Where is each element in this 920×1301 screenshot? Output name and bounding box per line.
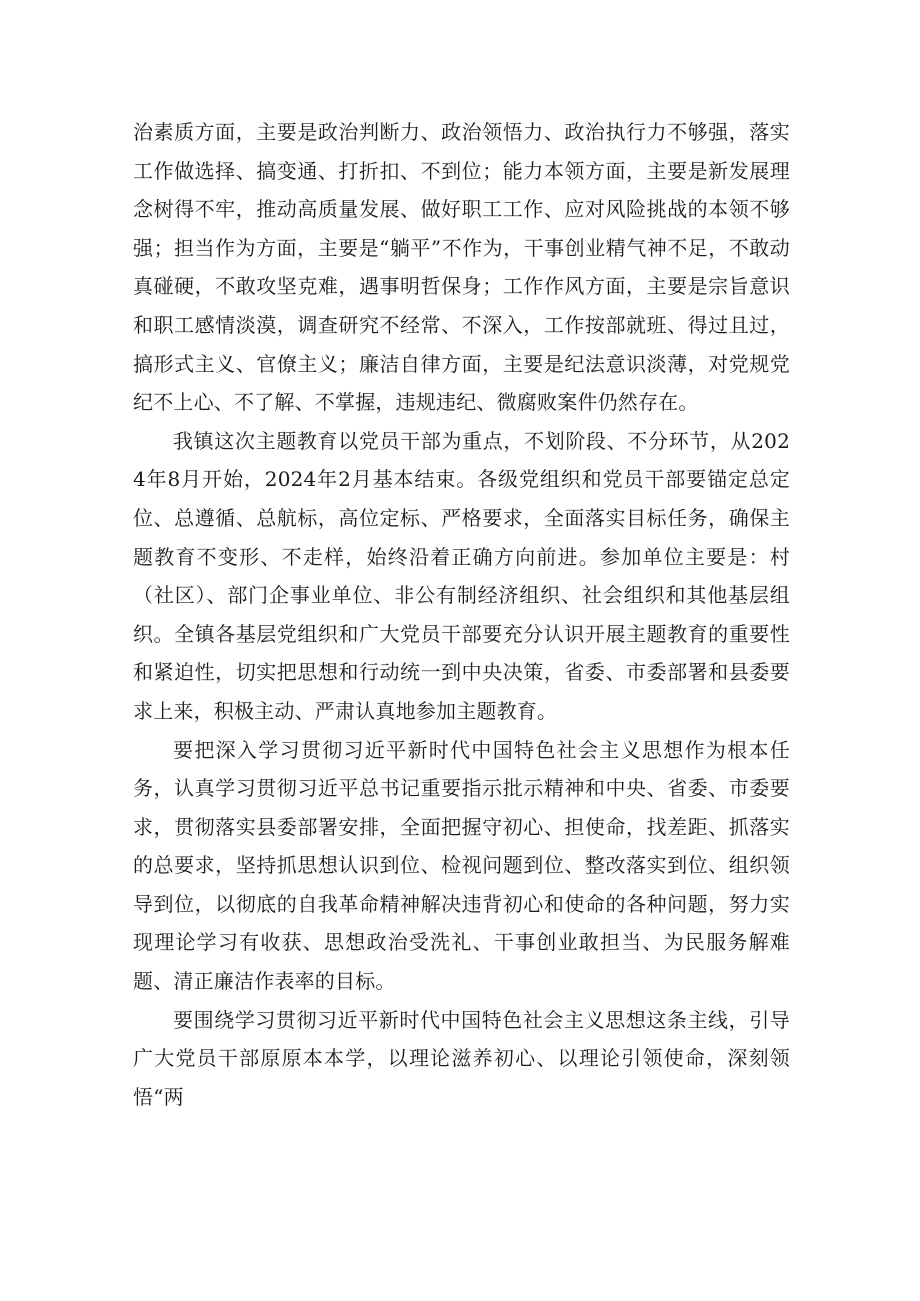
paragraph-continued: 治素质方面，主要是政治判断力、政治领悟力、政治执行力不够强，落实工作做选择、搞变通、打折扣、不到位；能力本领方面，主要是新发展理念树得不牢，推动高质量发展、做好职工工作、应对风险挑战的本领不够强；担当作为方面，主要是“躺平”不作为，干事创业精气神不足，不敢动真碰硬，不敢攻坚克难，遇事明哲保身；工作作风方面，主要是宗旨意识和职工感情淡漠，调查研究不经常、不深入，工作按部就班、得过且过，搞形式主义、官僚主义；廉洁自律方面，主要是纪法意识淡薄，对党规党纪不上心、不了解、不掌握，违规违纪、微腐败案件仍然存在。 (133, 120, 790, 415)
document-body (133, 113, 790, 1116)
paragraph-schedule: 我镇这次主题教育以党员干部为重点，不划阶段、不分环节，从2024年8月开始，2024年2月基本结束。各级党组织和党员干部要锚定总定位、总遵循、总航标，高位定标、严格要求，全面落实目标任务，确保主题教育不变形、不走样，始终沿着正确方向前进。参加单位主要是：村（社区）、部门企事业单位、非公有制经济组织、社会组织和其他基层组织。全镇各基层党组织和广大党员干部要充分认识开展主题教育的重要性和紧迫性，切实把思想和行动统一到中央决策，省委、市委部署和县委要求上来，积极主动、严肃认真地参加主题教育。 (133, 428, 790, 723)
paragraph-mainline: 要围绕学习贯彻习近平新时代中国特色社会主义思想这条主线，引导广大党员干部原原本本学，以理论滋养初心、以理论引领使命，深刻领悟“两 (133, 1007, 790, 1109)
paragraph-task: 要把深入学习贯彻习近平新时代中国特色社会主义思想作为根本任务，认真学习贯彻习近平总书记重要指示批示精神和中央、省委、市委要求，贯彻落实县委部署安排，全面把握守初心、担使命，找差距、抓落实的总要求，坚持抓思想认识到位、检视问题到位、整改落实到位、组织领导到位，以彻底的自我革命精神解决违背初心和使命的各种问题，努力实现理论学习有收获、思想政治受洗礼、干事创业敢担当、为民服务解难题、清正廉洁作表率的目标。 (133, 737, 790, 994)
